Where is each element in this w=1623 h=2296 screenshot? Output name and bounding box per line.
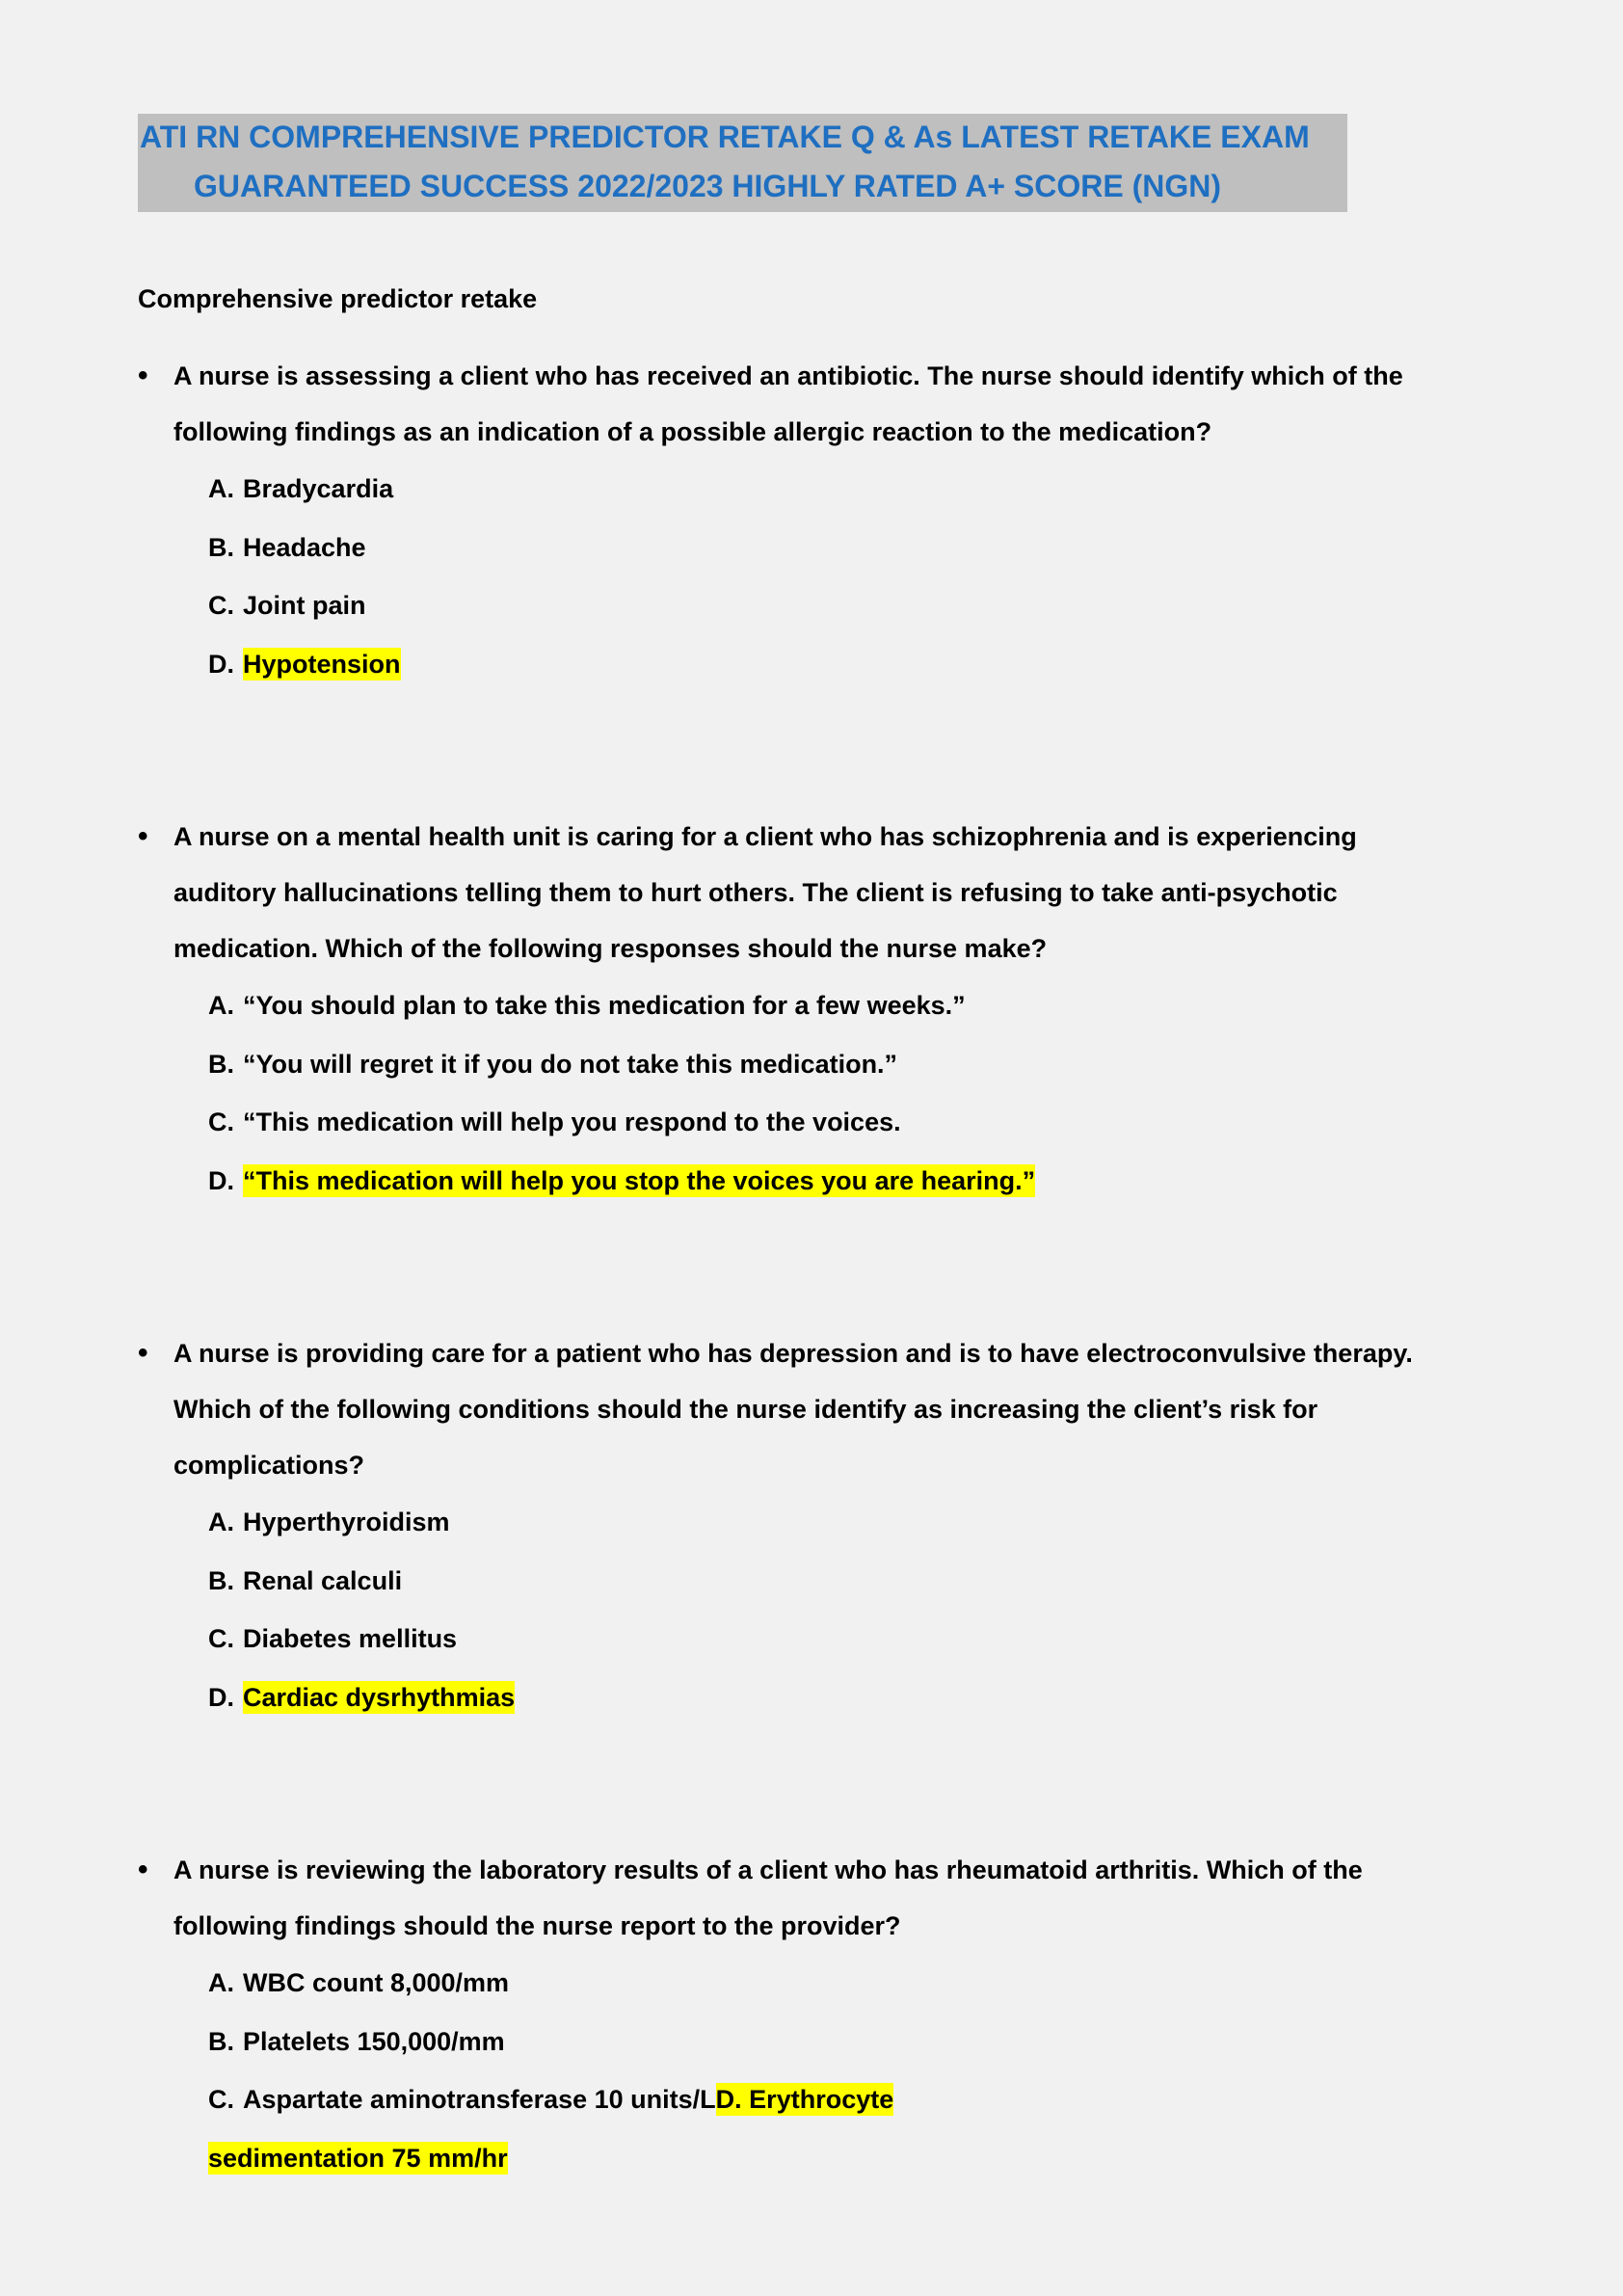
stem-line: medication. Which of the following responses should the nurse make? [173,934,1048,963]
option-letter: C. [208,1624,234,1654]
bullet-icon: • [138,1337,148,1369]
option-letter: D. [208,650,234,680]
option-c [208,576,1468,635]
option-text: Joint pain [243,591,366,621]
option-c [208,2070,1468,2129]
stem-line: A nurse is reviewing the laboratory results of a client who has rheumatoid arthritis. Which of the [173,1855,1363,1884]
option-a [208,1954,1468,2013]
answer-options [208,460,1468,694]
option-letter: C. [208,2085,234,2115]
stem-line: following findings as an indication of a possible allergic reaction to the medication? [173,417,1212,446]
option-letter: D. [208,1683,234,1713]
highlighted-answer: “This medication will help you stop the voices you are hearing.” [243,1166,1036,1196]
option-a [208,1493,1468,1552]
answer-options [208,1493,1468,1727]
question-stem [173,809,1468,976]
title-banner [138,114,1347,212]
question-2 [138,809,1468,1211]
option-b [208,1035,1468,1094]
option-text: Aspartate aminotransferase 10 units/L [243,2085,716,2115]
highlighted-answer: Cardiac dysrhythmias [243,1683,516,1713]
option-d-continuation [208,2129,1468,2188]
question-stem [173,1325,1468,1493]
option-text: Diabetes mellitus [243,1624,458,1654]
option-b [208,1552,1468,1611]
option-letter: C. [208,591,234,621]
option-d-correct [208,635,1468,694]
option-letter: B. [208,1565,234,1595]
question-4 [138,1842,1468,2188]
stem-line: Which of the following conditions should the nurse identify as increasing the client’s risk for [173,1395,1318,1424]
option-c [208,1610,1468,1669]
option-d-correct [208,1152,1468,1211]
option-letter: A. [208,474,234,503]
option-c [208,1093,1468,1152]
answer-options [208,976,1468,1211]
option-text: WBC count 8,000/mm [243,1968,510,1997]
question-stem [173,1842,1468,1954]
document-title-line-1: ATI RN COMPREHENSIVE PREDICTOR RETAKE Q & As LATEST RETAKE EXAM [140,120,1310,154]
option-text: “You will regret it if you do not take this medication.” [243,1049,898,1079]
option-letter: B. [208,2026,234,2056]
bullet-icon: • [138,1854,148,1885]
option-letter: A. [208,1508,234,1536]
stem-line: A nurse on a mental health unit is caring for a client who has schizophrenia and is experiencing [173,822,1357,851]
option-b [208,2013,1468,2071]
bullet-icon: • [138,360,148,391]
option-text: Platelets 150,000/mm [243,2026,505,2056]
stem-line: A nurse is assessing a client who has received an antibiotic. The nurse should identify which of the [173,361,1403,390]
option-text: Headache [243,532,366,562]
option-a [208,460,1468,519]
section-subtitle: Comprehensive predictor retake [138,284,538,313]
option-d-correct [208,1669,1468,1727]
option-letter: C. [208,1108,234,1137]
option-text: “You should plan to take this medication for a few weeks.” [243,991,966,1020]
option-letter: A. [208,1968,234,1997]
highlighted-answer: Hypotension [243,650,401,680]
stem-line: A nurse is providing care for a patient who has depression and is to have electroconvulsive therapy. [173,1339,1413,1368]
document-title-line-2: GUARANTEED SUCCESS 2022/2023 HIGHLY RATED A+ SCORE (NGN) [194,169,1222,203]
option-a [208,976,1468,1035]
answer-options [208,1954,1468,2188]
highlighted-answer: D. Erythrocyte [715,2085,894,2115]
option-letter: D. [208,1166,234,1196]
option-letter: B. [208,532,234,562]
question-stem [173,348,1468,460]
option-letter: B. [208,1049,234,1079]
option-b [208,519,1468,577]
option-text: Renal calculi [243,1565,403,1595]
question-1 [138,348,1468,694]
option-text: Hyperthyroidism [243,1508,450,1536]
option-text: “This medication will help you respond to the voices. [243,1108,901,1137]
question-3 [138,1325,1468,1727]
option-text: Bradycardia [243,474,394,503]
stem-line: complications? [173,1451,365,1480]
stem-line: following findings should the nurse report to the provider? [173,1911,901,1940]
highlighted-answer-continuation: sedimentation 75 mm/hr [208,2144,508,2174]
stem-line: auditory hallucinations telling them to hurt others. The client is refusing to take anti-psychotic [173,878,1338,907]
bullet-icon: • [138,820,148,852]
option-letter: A. [208,991,234,1020]
